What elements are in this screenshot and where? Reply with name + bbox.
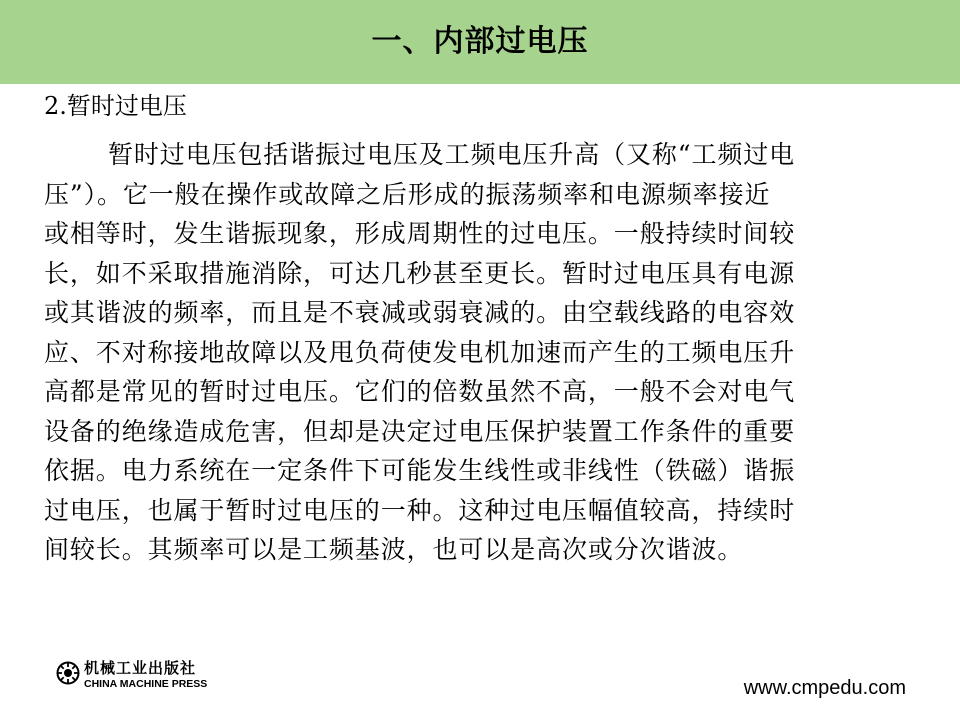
body-line: 压”）。它一般在操作或故障之后形成的振荡频率和电源频率接近	[44, 179, 771, 209]
publisher-url: www.cmpedu.com	[743, 677, 906, 699]
body-line: 暂时过电压包括谐振过电压及工频电压升高（又称“工频过电	[108, 140, 796, 169]
body-line: 过电压，也属于暂时过电压的一种。这种过电压幅值较高，持续时	[44, 495, 796, 525]
body-line: 或其谐波的频率，而且是不衰减或弱衰减的。由空载线路的电容效	[44, 298, 796, 327]
body-line: 高都是常见的暂时过电压。它们的倍数虽然不高，一般不会对电气	[44, 377, 796, 406]
publisher-name-cn: 机械工业出版社	[84, 659, 197, 677]
body-line: 依据。电力系统在一定条件下可能发生线性或非线性（铁磁）谐振	[44, 456, 796, 485]
section-heading: 2.暂时过电压	[44, 92, 187, 120]
publisher-logo-icon	[56, 661, 80, 685]
body-line: 设备的绝缘造成危害，但却是决定过电压保护装置工作条件的重要	[44, 416, 796, 446]
body-line: 或相等时，发生谐振现象，形成周期性的过电压。一般持续时间较	[44, 219, 796, 248]
body-line: 应、不对称接地故障以及甩负荷使发电机加速而产生的工频电压升	[44, 337, 796, 367]
body-line: 长，如不采取措施消除，可达几秒甚至更长。暂时过电压具有电源	[44, 258, 796, 288]
body-text	[44, 135, 894, 570]
publisher-logo	[56, 659, 226, 691]
slide-title: 一、内部过电压	[371, 24, 589, 59]
body-line: 间较长。其频率可以是工频基波，也可以是高次或分次谐波。	[44, 535, 744, 564]
publisher-name-en: CHINA MACHINE PRESS	[84, 678, 208, 690]
